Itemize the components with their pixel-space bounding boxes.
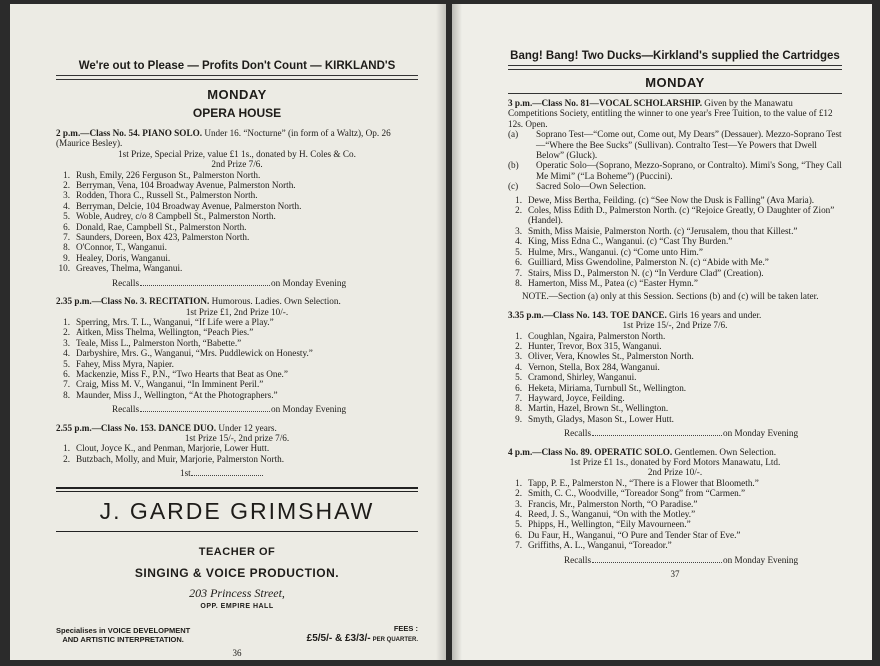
ad-subject: SINGING & VOICE PRODUCTION.	[134, 565, 340, 580]
entry-text: Rodden, Thora C., Russell St., Palmerston North.	[76, 190, 258, 201]
entry-number: 1.	[63, 169, 70, 180]
list-item	[56, 390, 418, 400]
entry-text: Donald, Rae, Campbell St., Palmerston North.	[76, 221, 247, 232]
entry-text: Fahey, Miss Myra, Napier.	[76, 358, 174, 369]
list-item	[56, 232, 418, 242]
ad-top-rule-thin	[56, 491, 418, 492]
entry-text: Aitken, Miss Thelma, Wellington, “Peach Pies.”	[76, 327, 254, 338]
list-item	[56, 211, 418, 221]
entry-number: 8.	[63, 242, 70, 253]
list-item	[508, 247, 842, 257]
entry-number: 2.	[63, 453, 70, 464]
entry-text: Darbyshire, Mrs. G., Wanganui, “Mrs. Puddlewick on Honesty.”	[76, 348, 313, 359]
event-time: 3 p.m.	[508, 98, 533, 108]
entry-text: Greaves, Thelma, Wanganui.	[76, 263, 183, 274]
entry-number: 3.	[515, 225, 522, 236]
entry-number: 5.	[63, 358, 70, 369]
event-prize: 1st Prize, Special Prize, value £1 1s., donated by H. Coles & Co.	[118, 148, 356, 159]
event-time: 2.55 p.m.	[56, 422, 92, 433]
entry-list	[56, 443, 418, 464]
ad-address: 203 Princess Street,	[189, 585, 285, 600]
entry-list	[508, 331, 842, 425]
event-operatic-solo	[508, 447, 842, 565]
entry-number: 5.	[515, 519, 522, 530]
entry-number: 7.	[63, 232, 70, 243]
entry-text: Berryman, Delcie, 104 Broadway Avenue, Palmerston North.	[76, 200, 302, 211]
list-item	[56, 379, 418, 389]
event-class: —Class No. 3.	[91, 296, 147, 307]
list-item	[56, 180, 418, 190]
ad-name: J. GARDE GRIMSHAW	[99, 497, 375, 524]
list-item	[56, 190, 418, 200]
ad-fees	[307, 624, 418, 644]
event-prize: 1st Prize 15/-, 2nd Prize 7/6.	[622, 320, 728, 331]
left-day-heading: MONDAY	[207, 87, 267, 102]
page-gutter-shadow	[436, 4, 446, 660]
entry-number: 2.	[63, 327, 70, 338]
event-desc: Girls 16 years and under.	[669, 309, 762, 320]
event-title: TOE DANCE.	[610, 309, 667, 320]
entry-text: Smith, C. C., Woodville, “Toreador Song” from “Carmen.”	[528, 488, 746, 499]
event-desc: Gentlemen. Own Selection.	[674, 446, 777, 457]
venue-heading: OPERA HOUSE	[192, 106, 282, 120]
event-time: 4 p.m.	[508, 446, 533, 457]
right-banner: Bang! Bang! Two Ducks—Kirkland's supplied the Cartridges	[510, 50, 840, 62]
list-item	[56, 338, 418, 348]
event-class: —Class No. 81—	[532, 98, 599, 108]
event-class: —Class No. 143.	[543, 309, 609, 320]
entry-number: 1.	[63, 316, 70, 327]
section-text: Operatic Solo—(Soprano, Mezzo-Soprano, or Contralto). Mimi's Song, “They Call Me Mimi” (“La Boheme”) (Puccini).	[536, 160, 842, 181]
first-place-line	[56, 468, 418, 478]
entry-number: 6.	[63, 221, 70, 232]
ad-interpretation: AND ARTISTIC INTERPRETATION.	[62, 634, 184, 644]
page-gutter-shadow	[452, 4, 462, 660]
entry-text: Griffiths, A. L., Wanganui, “Toreador.”	[528, 540, 672, 551]
list-item	[508, 362, 842, 372]
ad-opposite: OPP. EMPIRE HALL	[200, 602, 274, 610]
entry-number: 2.	[515, 340, 522, 351]
entry-text: Oliver, Vera, Knowles St., Palmerston North.	[528, 351, 694, 362]
entry-text: Hayward, Joyce, Feilding.	[528, 392, 625, 403]
entry-text: Hunter, Trevor, Box 315, Wanganui.	[528, 340, 662, 351]
recalls-label: Recalls	[564, 428, 592, 439]
entry-text: Dewe, Miss Bertha, Feilding. (c) “See Now the Dusk is Falling” (Ava Maria).	[528, 194, 815, 205]
entry-number: 9.	[515, 413, 522, 424]
list-item	[508, 393, 842, 403]
ad-teacher-of: TEACHER OF	[198, 545, 276, 558]
list-item	[508, 488, 842, 498]
entry-text: Heketa, Miriama, Turnbull St., Wellington.	[528, 382, 687, 393]
event-note: NOTE.—Section (a) only at this Session. Sections (b) and (c) will be taken later.	[522, 291, 819, 302]
ad-specialises: Specialises in VOICE DEVELOPMENT	[56, 625, 191, 635]
list-item	[508, 331, 842, 341]
recalls-suffix: on Monday Evening	[271, 404, 347, 415]
entry-list	[56, 170, 418, 274]
event-toe-dance	[508, 310, 842, 439]
entry-text: Sperring, Mrs. T. L., Wanganui, “If Life were a Play.”	[76, 316, 274, 327]
recalls-suffix: on Monday Evening	[271, 277, 347, 288]
entry-text: Coles, Miss Edith D., Palmerston North. (c) “Rejoice Greatly, O Daughter of Zion” (Handel).	[528, 205, 835, 226]
entry-list	[508, 195, 842, 289]
event-title: DANCE DUO.	[158, 422, 217, 433]
event-title: OPERATIC SOLO.	[594, 446, 673, 457]
entry-text: Teale, Miss L., Palmerston North, “Babette.”	[76, 337, 242, 348]
fees-amount: £5/5/- & £3/3/-	[306, 632, 371, 644]
ad-top-rule	[56, 487, 418, 489]
entry-list	[56, 317, 418, 400]
entry-text: Guilliard, Miss Gwendoline, Palmerston N. (c) “Abide with Me.”	[528, 257, 769, 268]
event-time: 2 p.m.	[56, 128, 81, 138]
entry-number: 3.	[515, 351, 522, 362]
entry-number: 8.	[515, 277, 522, 288]
event-time: 2.35 p.m.	[56, 296, 92, 307]
list-item	[56, 222, 418, 232]
recalls-suffix: on Monday Evening	[723, 428, 799, 439]
list-item	[56, 443, 418, 453]
list-item	[508, 519, 842, 529]
entry-text: Phipps, H., Wellington, “Eily Mavourneen.”	[528, 519, 691, 530]
entry-number: 1.	[515, 330, 522, 341]
left-banner: We're out to Please — Profits Don't Count — KIRKLAND'S	[78, 60, 396, 72]
entry-number: 4.	[63, 348, 70, 359]
event-class: —Class No. 89.	[532, 446, 592, 457]
event-title: PIANO SOLO.	[142, 128, 203, 138]
section-item	[508, 181, 842, 191]
event-class: —Class No. 153.	[91, 422, 157, 433]
entry-text: Reed, J. S., Wanganui, “On with the Motley.”	[528, 509, 696, 520]
entry-text: O'Connor, T., Wanganui.	[76, 242, 167, 253]
entry-text: Vernon, Stella, Box 284, Wanganui.	[528, 361, 660, 372]
event-time: 3.35 p.m.	[508, 309, 544, 320]
entry-number: 6.	[515, 257, 522, 268]
list-item	[508, 351, 842, 361]
list-item	[508, 372, 842, 382]
entry-number: 4.	[63, 200, 70, 211]
entry-text: Berryman, Vena, 104 Broadway Avenue, Palmerston North.	[76, 180, 296, 191]
recalls-line	[508, 428, 842, 438]
entry-text: Saunders, Doreen, Box 423, Palmerston North.	[76, 232, 250, 243]
entry-number: 1.	[515, 477, 522, 488]
entry-text: Hamerton, Miss M., Patea (c) “Easter Hymn.”	[528, 277, 698, 288]
list-item	[508, 236, 842, 246]
list-item	[508, 205, 842, 226]
event-desc: Under 16. “Nocturne” (in form of a Waltz), Op. 26 (Maurice Besley).	[56, 128, 391, 149]
entry-number: 6.	[515, 529, 522, 540]
list-item	[56, 348, 418, 358]
entry-number: 1.	[63, 443, 70, 454]
list-item	[508, 268, 842, 278]
entry-number: 2.	[515, 205, 522, 216]
entry-number: 8.	[515, 403, 522, 414]
page-number: 36	[232, 647, 242, 658]
right-page	[452, 4, 872, 660]
entry-number: 4.	[515, 236, 522, 247]
recalls-line	[56, 278, 418, 288]
list-item	[56, 242, 418, 252]
event-desc: Humorous. Ladies. Own Selection.	[211, 296, 341, 307]
event-title: VOCAL SCHOLARSHIP.	[598, 98, 702, 108]
entry-text: Cramond, Shirley, Wanganui.	[528, 372, 637, 383]
list-item	[508, 414, 842, 424]
left-page	[10, 4, 446, 660]
entry-text: Mackenzie, Miss F., P.N., “Two Hearts that Beat as One.”	[76, 368, 288, 379]
list-item	[56, 263, 418, 273]
list-item	[56, 253, 418, 263]
entry-number: 10.	[58, 263, 70, 274]
list-item	[508, 383, 842, 393]
event-recitation	[56, 296, 418, 414]
entry-text: Hulme, Mrs., Wanganui. (c) “Come unto Him.”	[528, 246, 703, 257]
entry-text: Smyth, Gladys, Mason St., Lower Hutt.	[528, 413, 674, 424]
event-prize: 1st Prize 15/-, 2nd prize 7/6.	[184, 432, 290, 443]
right-day-heading: MONDAY	[645, 75, 705, 90]
entry-text: Craig, Miss M. V., Wanganui, “In Imminent Peril.”	[76, 379, 264, 390]
ad-footer	[56, 624, 418, 644]
section-item	[508, 129, 842, 160]
entry-list	[508, 478, 842, 551]
event-title: RECITATION.	[149, 296, 210, 307]
list-item	[508, 341, 842, 351]
list-item	[508, 403, 842, 413]
entry-number: 5.	[515, 372, 522, 383]
entry-text: Woble, Audrey, c/o 8 Campbell St., Palmerston North.	[76, 211, 276, 222]
entry-number: 3.	[515, 498, 522, 509]
entry-number: 3.	[63, 190, 70, 201]
recalls-label: Recalls	[564, 554, 592, 565]
event-vocal-scholarship	[508, 98, 842, 302]
list-item	[508, 278, 842, 288]
entry-number: 7.	[515, 267, 522, 278]
event-prize: 1st Prize £1, 2nd Prize 10/-.	[185, 306, 289, 317]
entry-text: Smith, Miss Maisie, Palmerston North. (c) “Jerusalem, thou that Killest.”	[528, 225, 798, 236]
entry-number: 3.	[63, 337, 70, 348]
section-label: (a)	[508, 129, 519, 140]
list-item	[508, 195, 842, 205]
event-dance-duo	[56, 423, 418, 479]
entry-number: 5.	[63, 211, 70, 222]
entry-number: 1.	[515, 194, 522, 205]
entry-text: King, Miss Edna C., Wanganui. (c) “Cast Thy Burden.”	[528, 236, 733, 247]
list-item	[508, 478, 842, 488]
entry-number: 7.	[63, 379, 70, 390]
page-number: 37	[670, 569, 680, 580]
fees-label: FEES :	[393, 623, 418, 633]
day-rule	[508, 93, 842, 94]
section-text: Sacred Solo—Own Selection.	[536, 181, 646, 192]
entry-text: Du Faur, H., Wanganui, “O Pure and Tender Star of Eve.”	[528, 529, 741, 540]
section-label: (b)	[508, 160, 519, 171]
recalls-label: Recalls	[112, 404, 140, 415]
list-item	[56, 454, 418, 464]
entry-number: 6.	[515, 382, 522, 393]
recalls-label: Recalls	[112, 277, 140, 288]
entry-text: Stairs, Miss D., Palmerston N. (c) “In Verdure Clad” (Creation).	[528, 267, 764, 278]
entry-text: Rush, Emily, 226 Ferguson St., Palmerston North.	[76, 169, 261, 180]
event-desc: Given by the Manawatu Competitions Society, entitling the winner to one year's Free Tuition, to the value of £12 12s. Open.	[508, 98, 833, 129]
list-item	[56, 201, 418, 211]
fees-per: PER QUARTER.	[372, 636, 418, 643]
recalls-line	[508, 555, 842, 565]
section-text: Soprano Test—“Come out, Come out, My Dears” (Dessauer). Mezzo-Soprano Test—“Where the Bee Sucks” (Sullivan). Contralto Test—Ye Powers that Dwell Below” (Gluck).	[536, 129, 842, 161]
list-item	[508, 509, 842, 519]
recalls-line	[56, 404, 418, 414]
entry-text: Butzbach, Molly, and Muir, Marjorie, Palmerston North.	[76, 453, 285, 464]
event-desc: Under 12 years.	[218, 422, 277, 433]
entry-number: 4.	[515, 361, 522, 372]
entry-number: 4.	[515, 509, 522, 520]
entry-number: 2.	[515, 488, 522, 499]
list-item	[56, 317, 418, 327]
recalls-suffix: on Monday Evening	[723, 554, 799, 565]
list-item	[56, 369, 418, 379]
entry-text: Healey, Doris, Wanganui.	[76, 252, 171, 263]
list-item	[508, 499, 842, 509]
first-label: 1st	[180, 468, 191, 479]
section-label: (c)	[508, 181, 519, 192]
entry-number: 6.	[63, 368, 70, 379]
entry-text: Coughlan, Ngaira, Palmerston North.	[528, 330, 666, 341]
list-item	[508, 257, 842, 267]
event-prize: 2nd Prize 10/-.	[647, 467, 703, 478]
entry-text: Tapp, P. E., Palmerston N., “There is a Flower that Bloometh.”	[528, 477, 759, 488]
event-prize: 1st Prize £1 1s., donated by Ford Motors Manawatu, Ltd.	[569, 457, 781, 467]
event-piano-solo	[56, 128, 418, 288]
list-item	[56, 359, 418, 369]
event-prize: 2nd Prize 7/6.	[211, 159, 263, 170]
entry-number: 2.	[63, 180, 70, 191]
list-item	[508, 530, 842, 540]
event-class: —Class No. 54.	[80, 128, 140, 138]
entry-number: 7.	[515, 540, 522, 551]
entry-text: Maunder, Miss J., Wellington, “At the Photographers.”	[76, 389, 278, 400]
entry-number: 5.	[515, 246, 522, 257]
list-item	[56, 327, 418, 337]
entry-text: Martin, Hazel, Brown St., Wellington.	[528, 403, 669, 414]
entry-text: Clout, Joyce K., and Penman, Marjorie, Lower Hutt.	[76, 443, 270, 454]
entry-number: 7.	[515, 392, 522, 403]
list-item	[56, 170, 418, 180]
entry-number: 8.	[63, 389, 70, 400]
entry-number: 9.	[63, 252, 70, 263]
entry-text: Francis, Mr., Palmerston North, “O Paradise.”	[528, 498, 698, 509]
list-item	[508, 226, 842, 236]
section-item	[508, 160, 842, 181]
list-item	[508, 540, 842, 550]
